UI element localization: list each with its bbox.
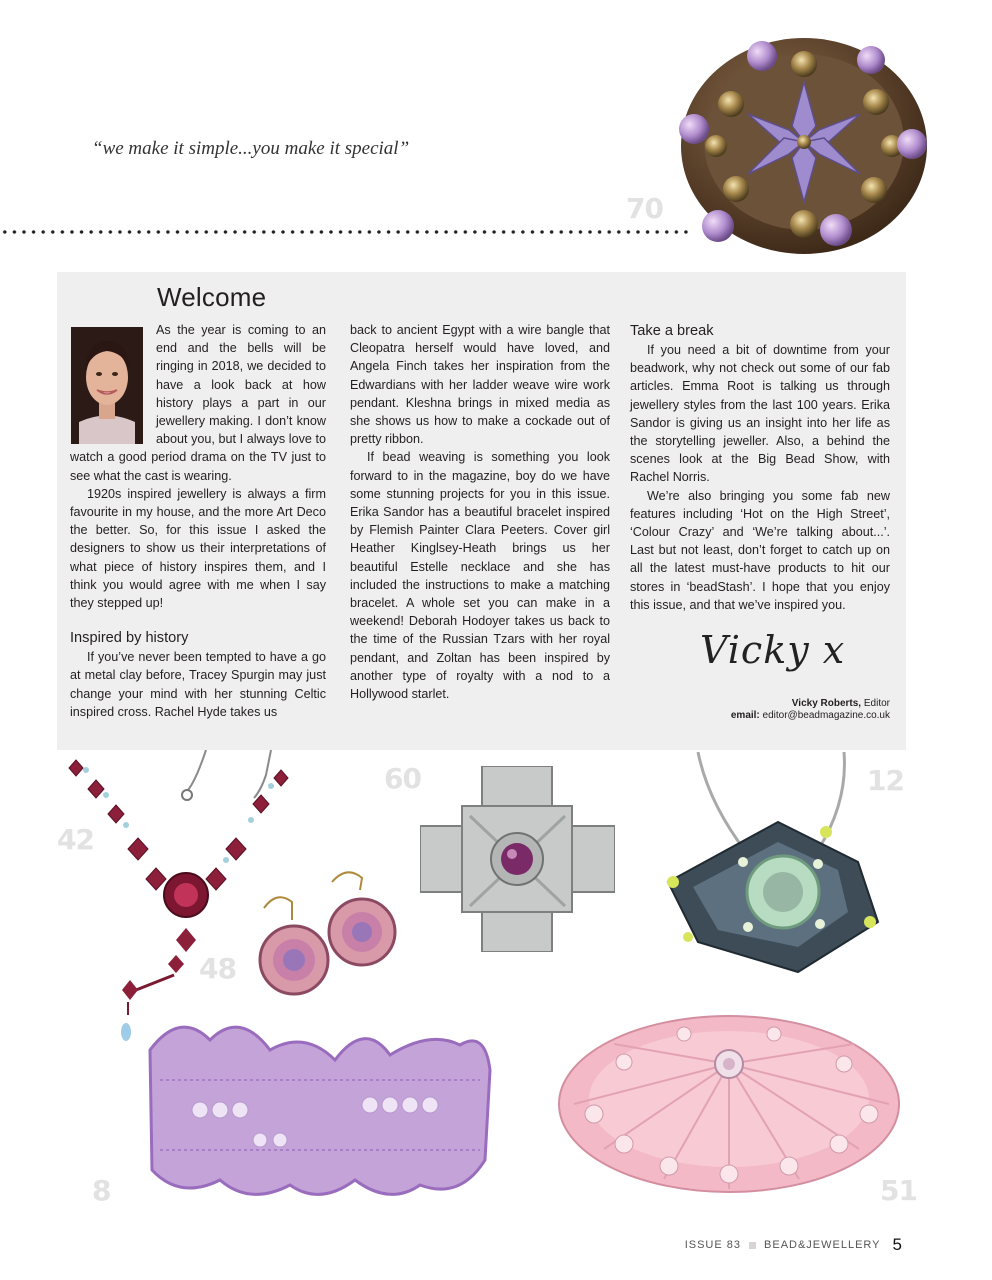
intro-paragraph: As the year is coming to an end and the bells will be ringing in 2018, we decided to have a look back at how history plays a part in our jewellery making. I don’t know about you, but I always love to watch a good period drama on the TV just to see what the cast is wearing. bbox=[70, 323, 326, 483]
page-ref-cross: 60 bbox=[384, 762, 421, 795]
dotted-divider bbox=[0, 229, 690, 235]
deco-paragraph: 1920s inspired jewellery is always a firm favourite in my house, and the more Art Deco the better. So, for this issue I asked the designers to show us their interpretations of what piece of history inspires them, and I think you would agree with me when I say they stepped up! bbox=[70, 486, 326, 611]
lilac-bracelet-photo bbox=[140, 1010, 500, 1206]
footer-separator bbox=[749, 1242, 756, 1249]
celtic-cross-photo bbox=[420, 766, 615, 952]
page-ref-cockade: 51 bbox=[880, 1174, 917, 1207]
history-paragraph: If you’ve never been tempted to have a go at metal clay before, Tracey Spurgin may just change your mind with her stunning Celtic inspired cross. Rachel Hyde takes us bbox=[70, 650, 326, 719]
page-number: 5 bbox=[892, 1235, 902, 1254]
editor-role: Editor bbox=[863, 698, 890, 709]
welcome-title: Welcome bbox=[157, 282, 267, 312]
email-label: email: bbox=[730, 710, 760, 721]
beaded-brooch-photo bbox=[676, 34, 932, 256]
welcome-column-3 bbox=[630, 321, 890, 614]
heading-inspired-by-history: Inspired by history bbox=[70, 630, 189, 647]
heading-take-a-break: Take a break bbox=[630, 323, 714, 339]
page-footer bbox=[685, 1235, 902, 1255]
magazine-name: BEAD&JEWELLERY bbox=[764, 1239, 881, 1251]
ribbon-cockade-photo bbox=[554, 1004, 904, 1204]
page-ref-necklace: 42 bbox=[57, 823, 94, 856]
page-ref-brooch: 70 bbox=[626, 192, 663, 225]
editor-email[interactable]: editor@beadmagazine.co.uk bbox=[762, 710, 890, 721]
page-ref-bracelet: 8 bbox=[92, 1174, 111, 1207]
downtime-paragraph: If you need a bit of downtime from your beadwork, why not check out some of our fab articles. Emma Root is talking us through jewellery styles from the last 100 years. Erika Sandor is giving us an insight into her life as the storytelling jeweller. Also, a behind the scenes look at the Big Bead Show, with Rachel Norris. bbox=[630, 343, 890, 485]
beaded-earrings-photo bbox=[252, 860, 412, 1020]
features-paragraph: We’re also bringing you some fab new features including ‘Hot on the High Street’, ‘Colour Crazy’ and ‘We’re talking about...’. Last but not least, don’t forget to catch up on all the latest must-have products to hit our stores in ‘beadStash’. I hope that you enjoy this issue, and that we’ve inspired you. bbox=[630, 488, 890, 612]
editor-name: Vicky Roberts, bbox=[791, 698, 862, 709]
signature: Vicky x bbox=[700, 628, 846, 672]
welcome-column-2 bbox=[350, 321, 610, 703]
issue-number: ISSUE 83 bbox=[684, 1239, 742, 1251]
bead-weaving-paragraph: If bead weaving is something you look forward to in the magazine, boy do we have some stunning projects for you in this issue. Erika Sandor has a beautiful bracelet inspired by Flemish Painter Clara Peeters. Cover girl Heather Kinglsey-Heath brings us her beautiful Estelle necklace and she has included the instructions to make a matching bracelet. A whole set you can make in a weekend! Deborah Hodoyer takes us back to the time of the Russian Tzars with her royal pendant, and Zoltan has been inspired by another type of royalty with a nod to a Hollywood starlet. bbox=[350, 450, 610, 702]
welcome-column-1 bbox=[70, 321, 326, 721]
page-ref-pendant: 12 bbox=[867, 764, 904, 797]
editor-credit bbox=[731, 698, 890, 722]
page-ref-earrings: 48 bbox=[199, 952, 236, 985]
egypt-paragraph: back to ancient Egypt with a wire bangle that Cleopatra herself would have loved, and Angela Finch takes her inspiration from the Edwardians with her ladder weave wire work pendant. Kleshna brings in mixed media as she shows us how to make a cockade out of pretty ribbon. bbox=[350, 323, 610, 447]
tagline: “we make it simple...you make it special” bbox=[92, 138, 410, 159]
